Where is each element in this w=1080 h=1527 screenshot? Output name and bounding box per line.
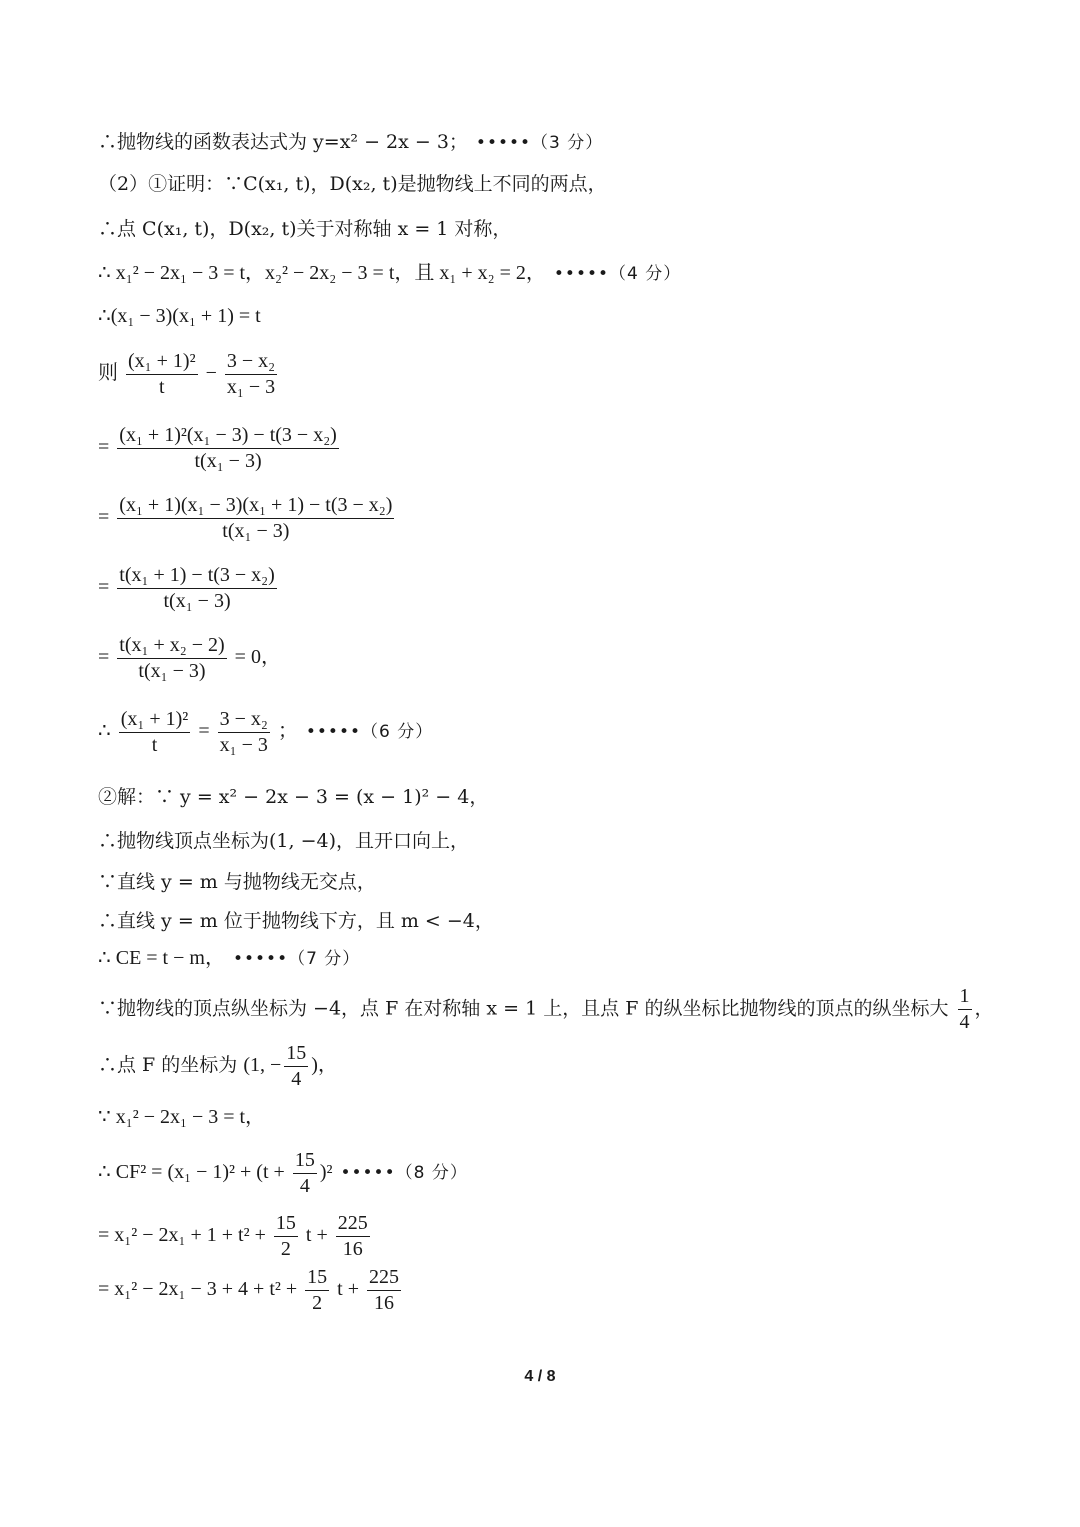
fraction: $\frac{\text{t(x₁ + x₂ − 2)}}{\text{t(x₁ − 3)}}$ [119,634,225,682]
line-ce: ∴ CE = t − m， •••••（7 分） [98,947,361,969]
line-below: ∴直线 y = m 位于抛物线下方，且 m < −4， [98,910,494,932]
fraction: $\frac{15}{2}$ [275,1212,296,1260]
score-mark: •••••（3 分） [475,133,604,153]
score-mark: •••••（4 分） [553,264,682,284]
equation-step-3: = $\frac{\text{t(x₁ + 1) − t(3 − x₂)}}{\text{t(x₁ − 3)}}$ [98,564,275,612]
fraction: $\frac{15}{4}$ [286,1042,307,1090]
line-since: ∵ x₁² − 2x₁ − 3 = t， [98,1106,266,1128]
fraction: $\frac{15}{4}$ [294,1149,315,1197]
equation-step-1: = $\frac{\text{(x₁ + 1)²(x₁ − 3) − t(3 − x₂)}}{\text{t(x₁ − 3)}}$ [98,424,337,472]
fraction: $\frac{\text{(x₁ + 1)(x₁ − 3)(x₁ + 1) − t(3 − x₂)}}{\text{t(x₁ − 3)}}$ [119,494,393,542]
fraction: $\frac{1}{4}$ [959,985,970,1033]
fraction: $\frac{\text{(x₁ + 1)²}}{t}$ [120,708,189,756]
score-mark: •••••（8 分） [340,1163,468,1184]
line-solve: ②解：∵ y = x² − 2x − 3 = (x − 1)² − 4， [98,786,489,808]
fraction: $\frac{\text{t(x₁ + 1) − t(3 − x₂)}}{\text{t(x₁ − 3)}}$ [119,564,275,612]
line-expression: ∴抛物线的函数表达式为 y=x² − 2x − 3； •••••（3 分） [98,131,604,153]
line-no-intersection: ∵直线 y = m 与抛物线无交点， [98,871,376,893]
equation-cf-squared: ∴ CF² = (x₁ − 1)² + (t + $\frac{15}{4}$ )² •••••（8 分） [98,1149,468,1197]
equation-conclusion: ∴ $\frac{\text{(x₁ + 1)²}}{t}$ = $\frac{\text{3 − x₂}}{\text{x₁ − 3}}$ ； •••••（6 分） [98,708,434,756]
fraction: $\frac{225}{16}$ [337,1212,368,1260]
line-f-coordinate: ∴点 F 的坐标为 (1, − $\frac{15}{4}$ )， [98,1042,338,1090]
fraction: $\frac{15}{2}$ [307,1266,328,1314]
fraction: $\frac{\text{(x₁ + 1)²}}{t}$ [128,350,196,398]
line-proof-start: （2）①证明：∵C(x₁, t)，D(x₂, t)是抛物线上不同的两点， [98,173,607,195]
line-symmetric: ∴点 C(x₁, t)，D(x₂, t)关于对称轴 x = 1 对称， [98,218,512,240]
fraction: $\frac{\text{3 − x₂}}{\text{x₁ − 3}}$ [219,708,268,756]
line-product: ∴(x₁ − 3)(x₁ + 1) = t [98,305,261,327]
page-number: 4 / 8 [524,1368,556,1385]
equation-expand-1: = x₁² − 2x₁ + 1 + t² + $\frac{15}{2}$ t + $\frac{225}{16}$ [98,1212,368,1260]
fraction: $\frac{225}{16}$ [369,1266,400,1314]
line-equations: ∴ x₁² − 2x₁ − 3 = t，x₂² − 2x₂ − 3 = t，且 x₁ + x₂ = 2， •••••（4 分） [98,262,682,284]
equation-expand-2: = x₁² − 2x₁ − 3 + 4 + t² + $\frac{15}{2}$ t + $\frac{225}{16}$ [98,1266,400,1314]
fraction: $\frac{\text{3 − x₂}}{\text{x₁ − 3}}$ [226,350,276,398]
equation-then: 则 $\frac{\text{(x₁ + 1)²}}{t}$ − $\frac{\text{3 − x₂}}{\text{x₁ − 3}}$ [98,350,276,398]
score-mark: •••••（7 分） [232,949,361,969]
score-mark: •••••（6 分） [305,722,434,743]
line-vertex: ∴抛物线顶点坐标为(1, −4)，且开口向上， [98,830,470,852]
line-point-f: ∵抛物线的顶点纵坐标为 −4，点 F 在对称轴 x = 1 上，且点 F 的纵坐标比抛物线的顶点的纵坐标大 $\frac{1}{4}$ ， [98,985,994,1033]
fraction: $\frac{\text{(x₁ + 1)²(x₁ − 3) − t(3 − x₂)}}{\text{t(x₁ − 3)}}$ [119,424,337,472]
equation-step-4: = $\frac{\text{t(x₁ + x₂ − 2)}}{\text{t(x₁ − 3)}}$ = 0， [98,634,281,682]
equation-step-2: = $\frac{\text{(x₁ + 1)(x₁ − 3)(x₁ + 1) − t(3 − x₂)}}{\text{t(x₁ − 3)}}$ [98,494,393,542]
